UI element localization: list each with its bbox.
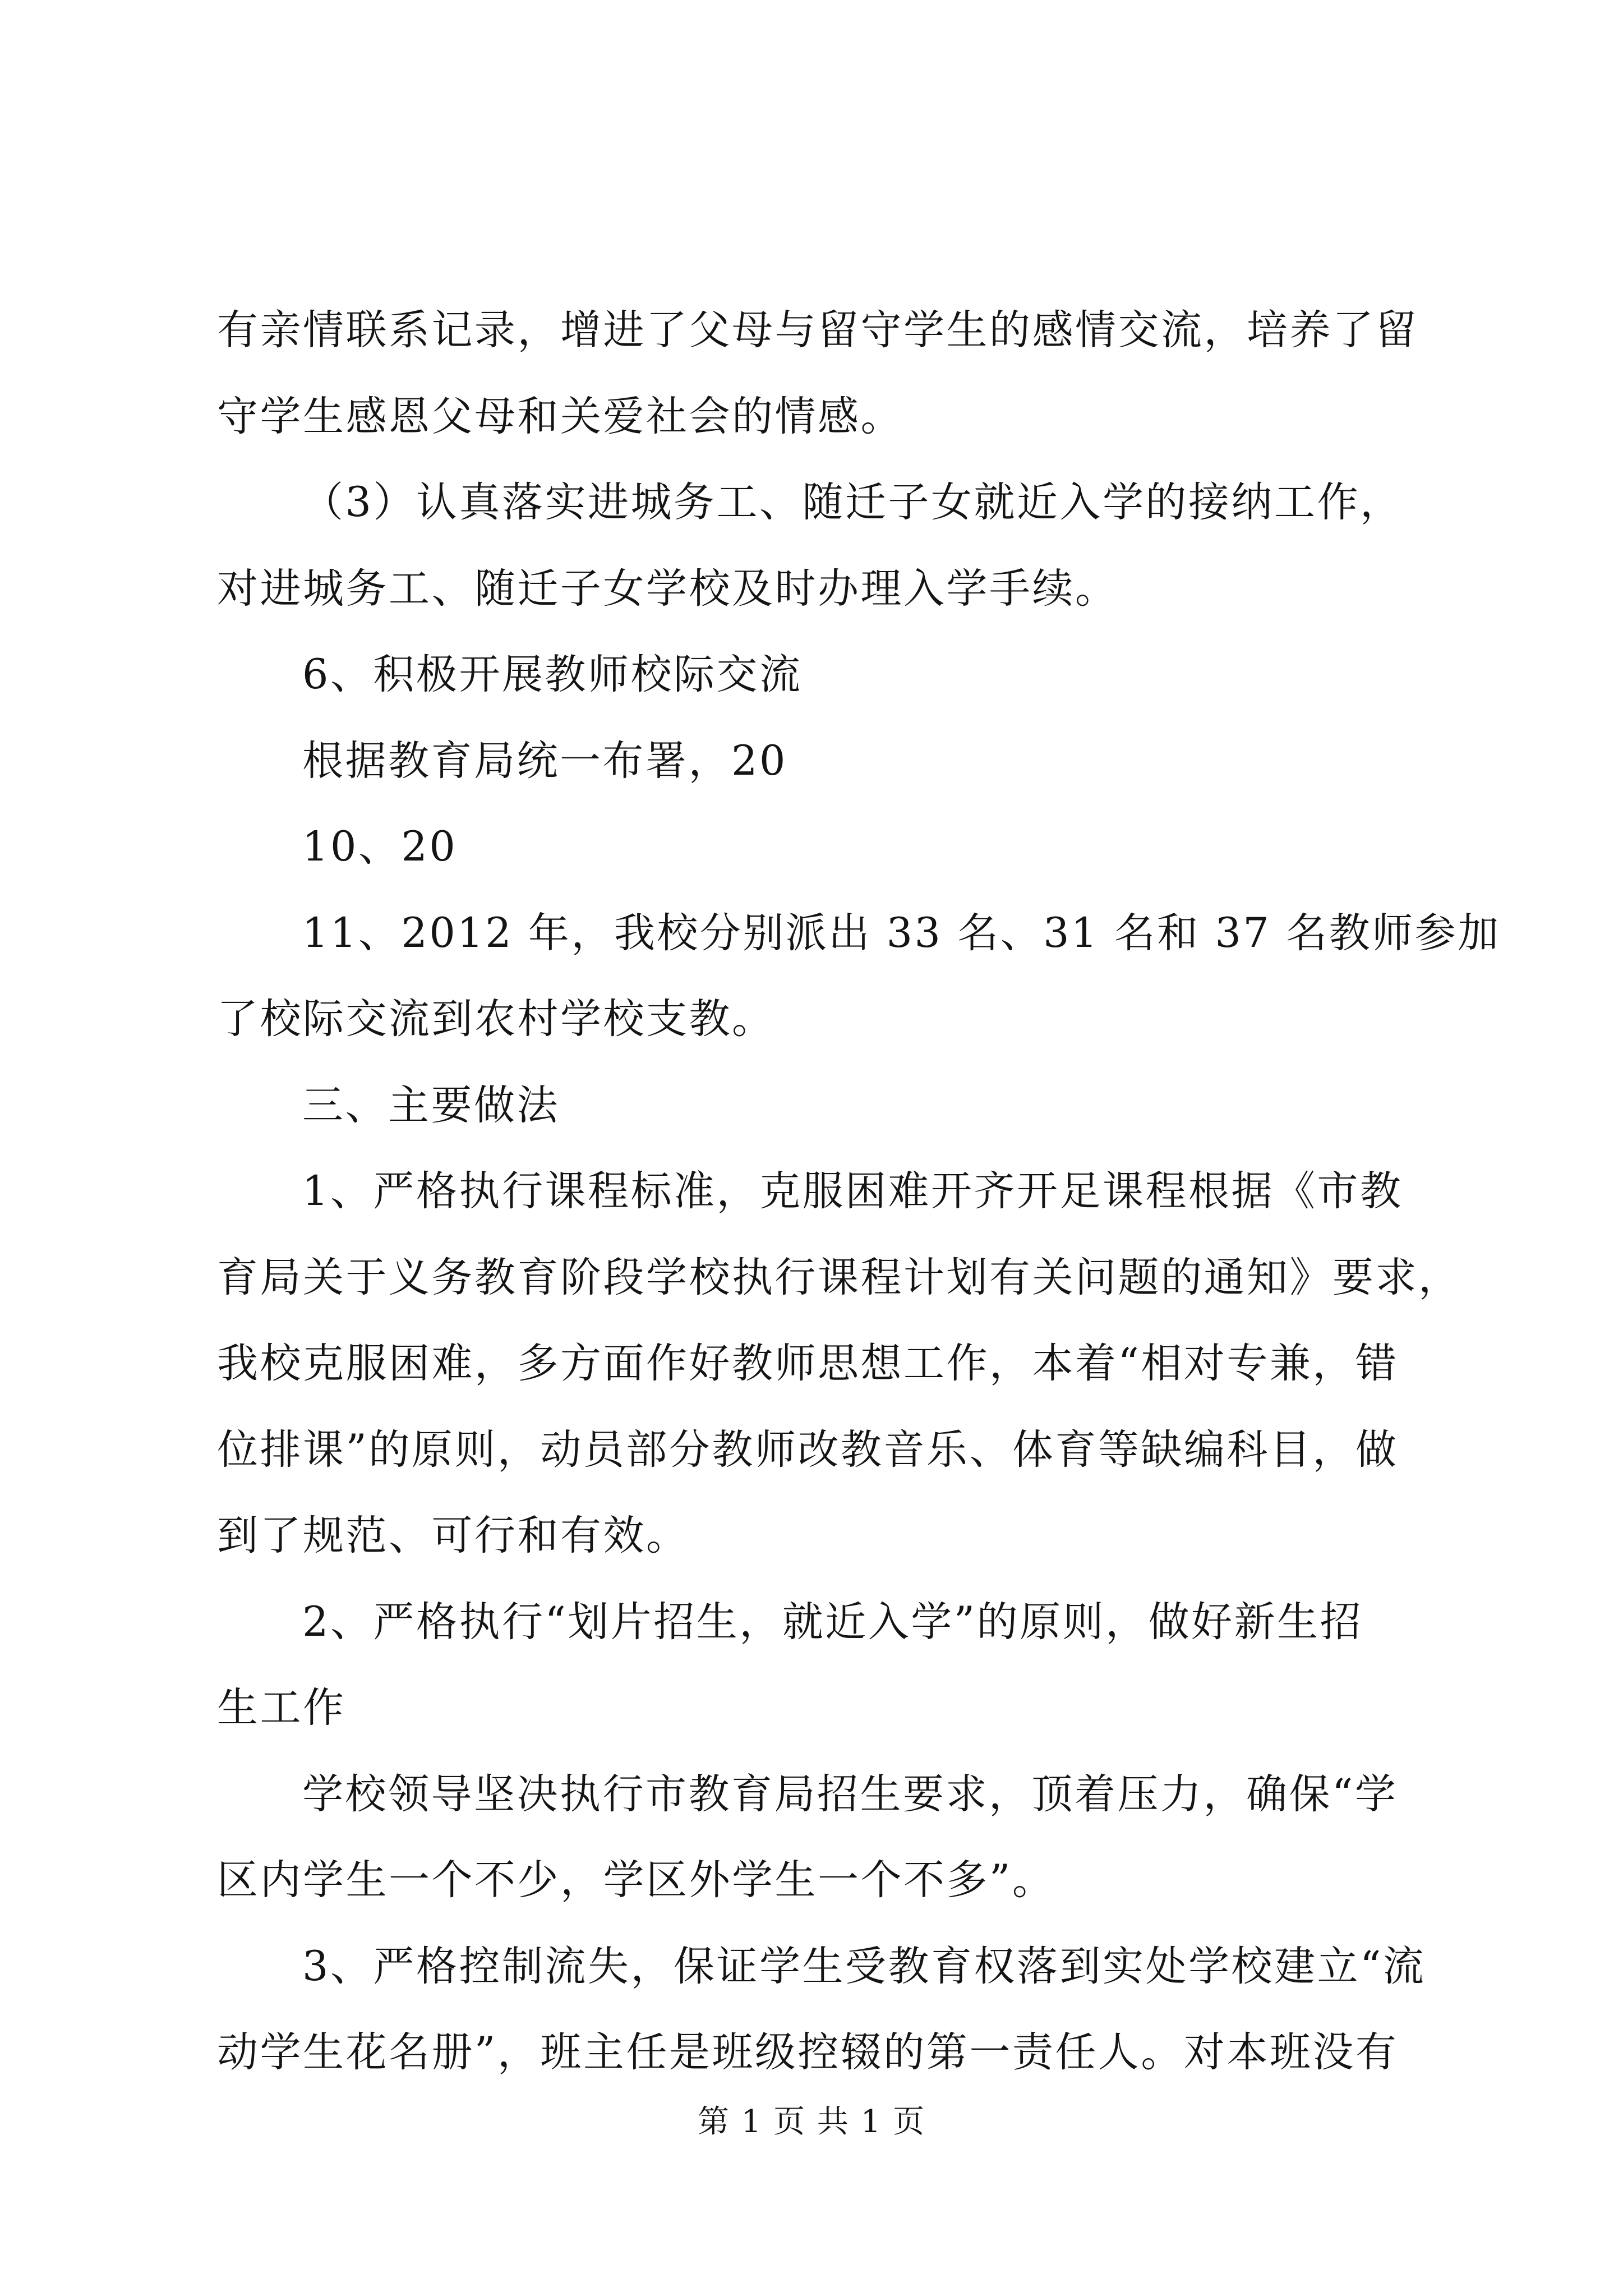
- text-line: 有亲情联系记录，增进了父母与留守学生的感情交流，培养了留: [217, 306, 1418, 354]
- text-line: 2、严格执行“划片招生，就近入学”的原则，做好新生招: [302, 1598, 1363, 1646]
- text-line: 11、2012 年，我校分别派出 33 名、31 名和 37 名教师参加: [302, 909, 1501, 957]
- text-line: 我校克服困难，多方面作好教师思想工作，本着“相对专兼，错: [217, 1340, 1399, 1387]
- section-heading: 6、积极开展教师校际交流: [302, 651, 803, 698]
- text-line: 1、严格执行课程标准，克服困难开齐开足课程根据《市教: [302, 1167, 1403, 1215]
- text-line: 动学生花名册”，班主任是班级控辍的第一责任人。对本班没有: [217, 2028, 1399, 2076]
- text-line: 学校领导坚决执行市教育局招生要求，顶着压力，确保“学: [302, 1770, 1398, 1818]
- text-line: 3、严格控制流失，保证学生受教育权落到实处学校建立“流: [302, 1942, 1426, 1990]
- text-line: 对进城务工、随迁子女学校及时办理入学手续。: [217, 564, 1118, 613]
- section-heading: 三、主要做法: [302, 1081, 560, 1129]
- text-line: 了校际交流到农村学校支教。: [217, 995, 775, 1043]
- document-body: [217, 287, 1501, 2096]
- text-line: 位排课”的原则，动员部分教师改教音乐、体育等缺编科目，做: [217, 1425, 1399, 1474]
- page-footer: 第 1 页 共 1 页: [697, 2104, 926, 2140]
- text-line: 根据教育局统一布署，20: [302, 737, 787, 785]
- text-line: 守学生感恩父母和关爱社会的情感。: [217, 392, 903, 440]
- text-line: 育局关于义务教育阶段学校执行课程计划有关问题的通知》要求，: [217, 1253, 1461, 1301]
- text-line: 区内学生一个不少，学区外学生一个不多”。: [217, 1856, 1055, 1904]
- text-line: 到了规范、可行和有效。: [217, 1512, 689, 1559]
- text-line: 10、20: [302, 823, 458, 871]
- text-line: 生工作: [217, 1684, 346, 1732]
- text-line: （3）认真落实进城务工、随迁子女就近入学的接纳工作，: [302, 478, 1403, 526]
